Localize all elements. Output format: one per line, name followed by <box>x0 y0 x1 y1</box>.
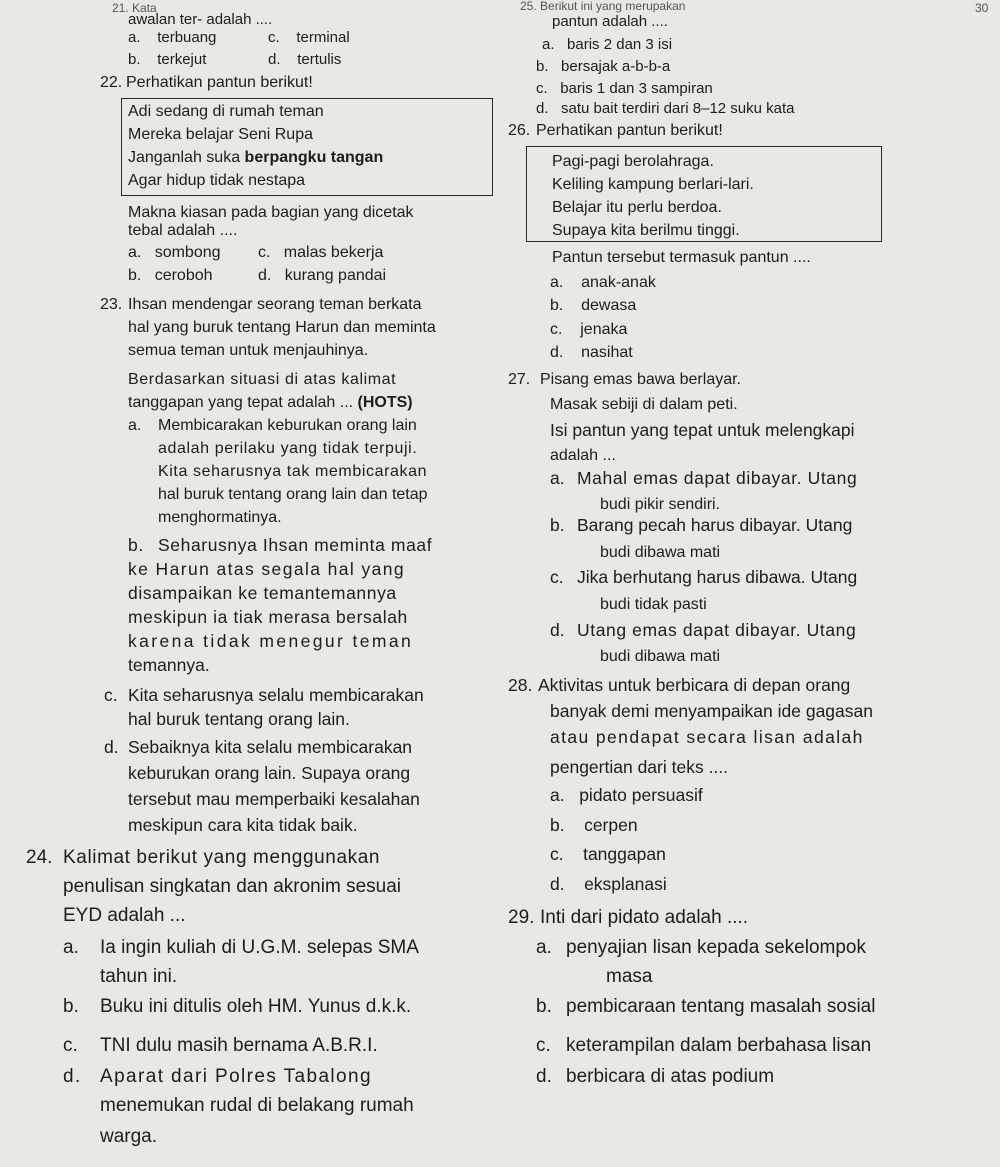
q23-option-a-line: Membicarakan keburukan orang lain <box>158 417 417 434</box>
q26-question: Pantun tersebut termasuk pantun .... <box>552 249 811 266</box>
q21-number: 21. Kata <box>112 1 157 15</box>
q29-option-a-line: masa <box>606 966 653 987</box>
q28-number: 28. <box>508 675 533 695</box>
q26-option-b: b. dewasa <box>550 297 637 314</box>
q23-option-a-key: a. <box>128 417 142 434</box>
q26-stem: Perhatikan pantun berikut! <box>536 122 723 139</box>
q23-option-d-line: keburukan orang lain. Supaya orang <box>128 763 411 783</box>
q22-option-c: c. malas bekerja <box>258 244 384 261</box>
q28-stem-4: pengertian dari teks .... <box>550 757 729 777</box>
q22-option-d: d. kurang pandai <box>258 267 387 284</box>
q23-option-b-line: meskipun ia tiak merasa bersalah <box>128 607 408 627</box>
q23-option-b-line: ke Harun atas segala hal yang <box>128 559 406 579</box>
q21-stem: awalan ter- adalah .... <box>128 11 273 28</box>
q24-option-b-key: b. <box>63 996 79 1017</box>
q27-option-b-key: b. <box>550 515 565 535</box>
q24-stem-2: penulisan singkatan dan akronim sesuai <box>63 876 401 897</box>
q24-option-b-line: Buku ini ditulis oleh HM. Yunus d.k.k. <box>100 996 412 1017</box>
q23-option-d-key: d. <box>104 737 119 757</box>
q22-question-2: tebal adalah .... <box>128 222 238 239</box>
q27-option-b-line: Barang pecah harus dibayar. Utang <box>577 515 853 535</box>
q27-option-c-line: budi tidak pasti <box>600 596 707 613</box>
q23-option-a-line: adalah perilaku yang tidak terpuji. <box>158 440 418 457</box>
q27-option-b-line: budi dibawa mati <box>600 544 721 561</box>
q29-option-c-key: c. <box>536 1035 551 1056</box>
q27-option-a-line: Mahal emas dapat dibayar. Utang <box>577 468 858 488</box>
q29-stem: Inti dari pidato adalah .... <box>540 907 749 928</box>
q24-option-c-key: c. <box>63 1035 78 1056</box>
q23-stem-4: Berdasarkan situasi di atas kalimat <box>128 371 397 388</box>
q22-question-1: Makna kiasan pada bagian yang dicetak <box>128 204 414 221</box>
q24-option-a-line: Ia ingin kuliah di U.G.M. selepas SMA <box>100 937 419 958</box>
q26-pantun-line-1: Pagi-pagi berolahraga. <box>552 153 714 170</box>
q27-number: 27. <box>508 371 531 388</box>
q27-stem-3: Isi pantun yang tepat untuk melengkapi <box>550 420 855 440</box>
q29-option-b-line: pembicaraan tentang masalah sosial <box>566 996 876 1017</box>
q23-stem-2: hal yang buruk tentang Harun dan meminta <box>128 319 436 336</box>
q26-number: 26. <box>508 122 531 139</box>
q28-option-b: b. cerpen <box>550 815 638 835</box>
q23-option-b-line: Seharusnya Ihsan meminta maaf <box>158 535 433 555</box>
q23-option-b-key: b. <box>128 535 144 555</box>
q29-option-d-key: d. <box>536 1066 552 1087</box>
q23-option-a-line: Kita seharusnya tak membicarakan <box>158 463 428 480</box>
q26-pantun-line-2: Keliling kampung berlari-lari. <box>552 176 754 193</box>
q25-option-c: c. baris 1 dan 3 sampiran <box>536 80 713 97</box>
q22-pantun-line-1: Adi sedang di rumah teman <box>128 103 324 120</box>
q21-option-a: a. terbuang <box>128 29 217 46</box>
q27-option-d-key: d. <box>550 620 565 640</box>
q24-option-d-line: Aparat dari Polres Tabalong <box>100 1066 372 1087</box>
q29-option-b-key: b. <box>536 996 552 1017</box>
q28-option-a: a. pidato persuasif <box>550 785 703 805</box>
q25-header: 25. Berikut ini yang merupakan <box>520 0 686 13</box>
q23-option-c-line: hal buruk tentang orang lain. <box>128 709 350 729</box>
q28-stem-2: banyak demi menyampaikan ide gagasan <box>550 701 873 721</box>
q23-option-b-line: karena tidak menegur teman <box>128 631 414 651</box>
q28-stem-1: Aktivitas untuk berbicara di depan orang <box>538 675 851 695</box>
q27-option-d-line: budi dibawa mati <box>600 648 721 665</box>
q24-option-a-key: a. <box>63 937 79 958</box>
q26-option-a: a. anak-anak <box>550 274 656 291</box>
q26-pantun-line-4: Supaya kita berilmu tinggi. <box>552 222 740 239</box>
q22-number: 22. <box>100 74 123 91</box>
q23-stem-5: tanggapan yang tepat adalah ... (HOTS) <box>128 394 413 411</box>
q24-option-a-line: tahun ini. <box>100 966 178 987</box>
q27-stem-4: adalah ... <box>550 447 616 464</box>
q25-option-b: b. bersajak a-b-b-a <box>536 58 671 75</box>
q25-option-a: a. baris 2 dan 3 isi <box>542 36 673 53</box>
q26-option-c: c. jenaka <box>550 321 628 338</box>
q29-number: 29. <box>508 907 535 928</box>
q22-option-a: a. sombong <box>128 244 221 261</box>
q25-stem: pantun adalah .... <box>552 13 668 30</box>
q23-option-a-line: hal buruk tentang orang lain dan tetap <box>158 486 428 503</box>
q27-option-c-key: c. <box>550 567 564 587</box>
q29-option-a-key: a. <box>536 937 552 958</box>
q24-option-d-line: warga. <box>100 1126 158 1147</box>
q23-number: 23. <box>100 296 123 313</box>
q28-stem-3: atau pendapat secara lisan adalah <box>550 727 864 747</box>
q22-pantun-line-2: Mereka belajar Seni Rupa <box>128 126 313 143</box>
q29-option-c-line: keterampilan dalam berbahasa lisan <box>566 1035 872 1056</box>
q27-option-a-key: a. <box>550 468 565 488</box>
q23-option-d-line: tersebut mau memperbaiki kesalahan <box>128 789 420 809</box>
q24-option-d-key: d. <box>63 1066 82 1087</box>
q21-option-d: d. tertulis <box>268 51 342 68</box>
q24-option-d-line: menemukan rudal di belakang rumah <box>100 1095 414 1116</box>
q22-pantun-line-4: Agar hidup tidak nestapa <box>128 172 306 189</box>
q27-option-d-line: Utang emas dapat dibayar. Utang <box>577 620 857 640</box>
q23-stem-3: semua teman untuk menjauhinya. <box>128 342 369 359</box>
q23-option-b-line: temannya. <box>128 655 210 675</box>
q24-stem-3: EYD adalah ... <box>63 905 186 926</box>
q28-option-c: c. tanggapan <box>550 844 666 864</box>
q23-option-a-line: menghormatinya. <box>158 509 282 526</box>
q22-pantun-line-3: Janganlah suka berpangku tangan <box>128 149 384 166</box>
q23-option-d-line: meskipun cara kita tidak baik. <box>128 815 358 835</box>
q27-option-a-line: budi pikir sendiri. <box>600 496 721 513</box>
q27-stem-2: Masak sebiji di dalam peti. <box>550 396 738 413</box>
q23-option-c-key: c. <box>104 685 118 705</box>
q23-option-c-line: Kita seharusnya selalu membicarakan <box>128 685 424 705</box>
q24-number: 24. <box>26 847 53 868</box>
q23-stem-1: Ihsan mendengar seorang teman berkata <box>128 296 422 313</box>
page-number: 30 <box>975 1 989 15</box>
q22-stem: Perhatikan pantun berikut! <box>126 74 313 91</box>
q29-option-a-line: penyajian lisan kepada sekelompok <box>566 937 866 958</box>
q26-pantun-line-3: Belajar itu perlu berdoa. <box>552 199 722 216</box>
q24-option-c-line: TNI dulu masih bernama A.B.R.I. <box>100 1035 378 1056</box>
q27-stem-1: Pisang emas bawa berlayar. <box>540 371 741 388</box>
q21-option-c: c. terminal <box>268 29 350 46</box>
q23-option-d-line: Sebaiknya kita selalu membicarakan <box>128 737 413 757</box>
q27-option-c-line: Jika berhutang harus dibawa. Utang <box>577 567 858 587</box>
q29-option-d-line: berbicara di atas podium <box>566 1066 775 1087</box>
q24-stem-1: Kalimat berikut yang menggunakan <box>63 847 381 868</box>
q23-option-b-line: disampaikan ke temantemannya <box>128 583 397 603</box>
q21-option-b: b. terkejut <box>128 51 207 68</box>
q28-option-d: d. eksplanasi <box>550 874 667 894</box>
q26-option-d: d. nasihat <box>550 344 633 361</box>
q22-option-b: b. ceroboh <box>128 267 213 284</box>
q25-option-d: d. satu bait terdiri dari 8–12 suku kata <box>536 100 795 117</box>
